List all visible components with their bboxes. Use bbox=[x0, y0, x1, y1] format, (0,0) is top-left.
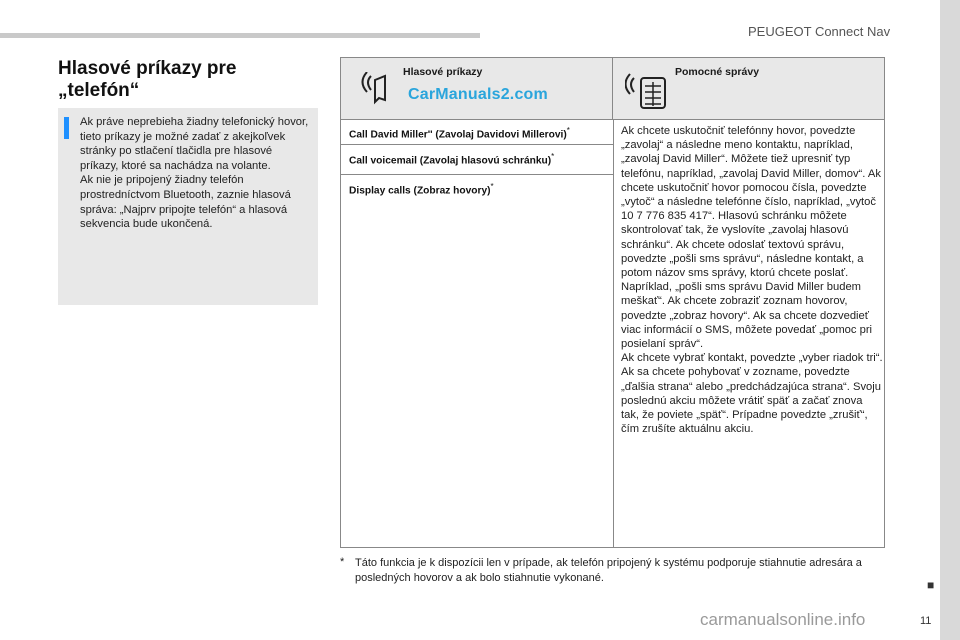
page-marker: ■ bbox=[927, 578, 935, 592]
column-header-commands: Hlasové príkazy bbox=[403, 66, 483, 78]
help-messages-text: Ak chcete uskutočniť telefónny hovor, povedzte „zavolaj“ a následne meno kontaktu, napríklad, „zavolaj David Miller“. Môžete tiež upresniť typ telefónu, napríklad, „zavolaj David Miller, domov“. Ak chcete uskutočniť hovor pomocou čísla, povedzte „vytoč“ a následne telefónne číslo, napríklad, „vytoč 10 7 776 835 417“. Hlasovú schránku môžete skontrolovať tak, že vyslovíte „zavolaj hlasovú schránku“. Ak chcete odoslať textovú správu, povedzte „pošli sms správu“, následne kontakt, a potom názov sms správy, ktorú chcete poslať. Napríklad, „pošli sms správu David Miller budem meškať“. Ak chcete zobraziť zoznam hovorov, povedzte „zobraz hovory“. Ak sa chcete dozvedieť viac informácií o SMS, môžete povedať „pomoc pri posielaní správ“. Ak chcete vybrať kontakt, povedzte „vyber riadok tri“. Ak sa chcete pohybovať v zozname, povedzte „ďalšia strana“ alebo „predchádzajúca strana“. Svoju poslednú akciu môžete vrátiť späť a začať znova tak, že poviete „späť“. Prípadne povedzte „zrušiť“, čím zrušíte aktuálnu akciu. bbox=[621, 125, 883, 436]
watermark: CarManuals2.com bbox=[408, 86, 548, 103]
column-header-help: Pomocné správy bbox=[675, 66, 760, 78]
table-header-commands bbox=[341, 58, 613, 119]
row-divider bbox=[341, 174, 613, 175]
header-title: PEUGEOT Connect Nav bbox=[748, 24, 891, 39]
footnote-text: Táto funkcia je k dispozícii len v prípade, ak telefón pripojený k systému podporuje stiahnutie adresára a posledných hovorov a ak bolo stiahnutie vykonané. bbox=[355, 557, 862, 584]
header-rule bbox=[0, 33, 480, 38]
footnote-mark: * bbox=[340, 556, 345, 568]
table-header-help bbox=[613, 58, 884, 119]
page-edge-strip bbox=[940, 0, 960, 640]
row-divider bbox=[341, 144, 613, 145]
voice-command-icon bbox=[361, 72, 395, 106]
info-box bbox=[58, 108, 318, 305]
section-title: Hlasové príkazy pre „telefón“ bbox=[58, 58, 237, 101]
help-messages-icon bbox=[625, 70, 669, 110]
command-call-contact: Call David Miller'' (Zavolaj Davidovi Millerovi)* bbox=[349, 126, 570, 141]
command-call-voicemail: Call voicemail (Zavolaj hlasovú schránku)* bbox=[349, 152, 555, 167]
info-text: Ak práve neprebieha žiadny telefonický hovor, tieto príkazy je možné zadať z akejkoľvek stránky po stlačení tlačidla pre hlasové príkazy, ktoré sa nachádza na volante. Ak nie je pripojený žiadny telefón prostredníctvom Bluetooth, zaznie hlasová správa: „Najprv pripojte telefón“ a hlasová sekvencia bude ukončená. bbox=[80, 116, 309, 231]
page-number: 11 bbox=[920, 615, 932, 627]
footer-watermark: carmanualsonline.info bbox=[700, 610, 866, 629]
command-display-calls: Display calls (Zobraz hovory)* bbox=[349, 182, 494, 197]
info-icon bbox=[64, 117, 69, 139]
column-divider bbox=[613, 119, 614, 548]
voice-command-table bbox=[340, 57, 885, 548]
